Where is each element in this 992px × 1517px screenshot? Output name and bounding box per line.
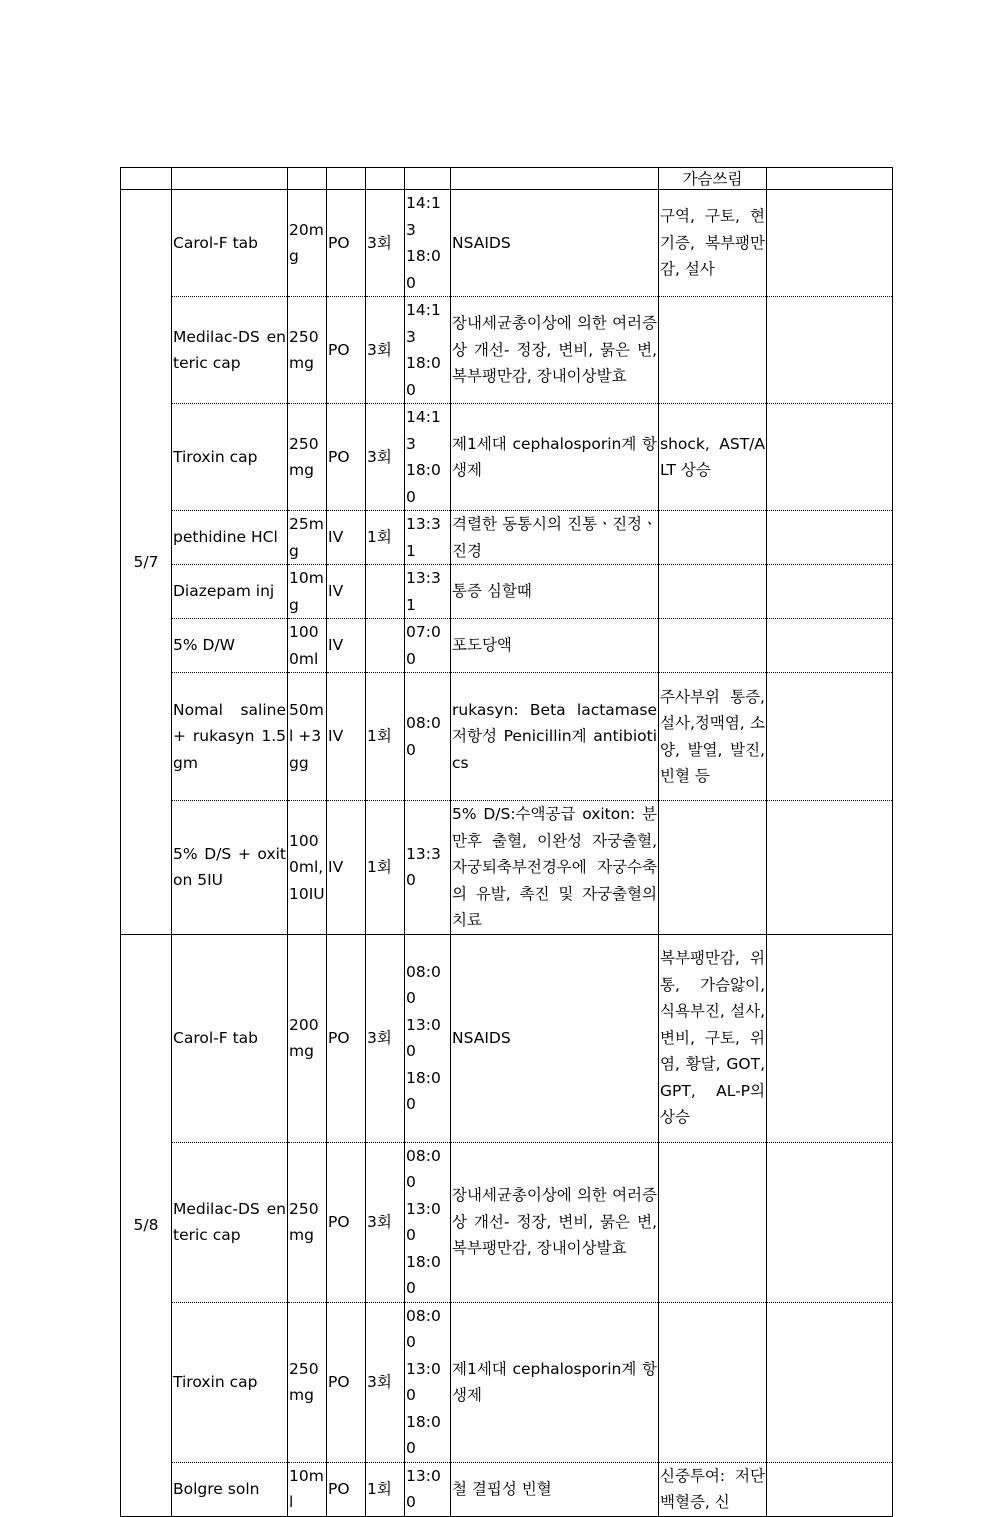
time-cell: 07:00 [405, 619, 451, 673]
table-row [121, 619, 893, 673]
effect-cell: 철 결핍성 빈혈 [451, 1462, 659, 1516]
frequency-cell [366, 619, 405, 673]
route-cell: IV [327, 511, 366, 565]
dose-cell: 20mg [288, 190, 327, 297]
side-effect-cell [659, 619, 767, 673]
dose-cell: 250 mg [288, 404, 327, 511]
dose-cell: 10ml [288, 1462, 327, 1516]
route-cell: IV [327, 565, 366, 619]
time-cell: 08:00 13:00 18:00 [405, 1302, 451, 1462]
route-cell: PO [327, 1302, 366, 1462]
effect-cell: NSAIDS [451, 190, 659, 297]
table-row [121, 801, 893, 935]
time-cell: 13:31 [405, 565, 451, 619]
empty-cell [767, 801, 893, 935]
drug-name-cell: Medilac-DS enteric cap [172, 297, 288, 404]
table-row [121, 934, 893, 1142]
side-effect-cell: 주사부위 통증, 설사,정맥염, 소양, 발열, 발진, 빈혈 등 [659, 673, 767, 801]
header-cell [366, 168, 405, 190]
side-effect-cell [659, 1142, 767, 1302]
empty-cell [767, 673, 893, 801]
date-cell: 5/8 [121, 934, 172, 1516]
header-cell [288, 168, 327, 190]
table-row [121, 1302, 893, 1462]
effect-cell: 통증 심할때 [451, 565, 659, 619]
date-cell: 5/7 [121, 190, 172, 935]
route-cell: PO [327, 404, 366, 511]
dose-cell: 10mg [288, 565, 327, 619]
effect-cell: NSAIDS [451, 934, 659, 1142]
frequency-cell: 1회 [366, 1462, 405, 1516]
frequency-cell: 3회 [366, 404, 405, 511]
side-effect-cell: shock, AST/ALT 상승 [659, 404, 767, 511]
route-cell: IV [327, 619, 366, 673]
medication-table-body [121, 168, 893, 1517]
header-cell [405, 168, 451, 190]
empty-cell [767, 1462, 893, 1516]
side-effect-cell [659, 297, 767, 404]
time-cell: 14:13 18:00 [405, 404, 451, 511]
effect-cell: 제1세대 cephalosporin계 항생제 [451, 1302, 659, 1462]
drug-name-cell: Tiroxin cap [172, 1302, 288, 1462]
empty-cell [767, 190, 893, 297]
frequency-cell: 3회 [366, 934, 405, 1142]
table-row [121, 1142, 893, 1302]
table-row [121, 190, 893, 297]
dose-cell: 1000ml [288, 619, 327, 673]
header-cell [327, 168, 366, 190]
empty-cell [767, 619, 893, 673]
route-cell: PO [327, 190, 366, 297]
empty-cell [767, 511, 893, 565]
frequency-cell: 1회 [366, 511, 405, 565]
drug-name-cell: Tiroxin cap [172, 404, 288, 511]
header-row [121, 168, 893, 190]
effect-cell: 포도당액 [451, 619, 659, 673]
route-cell: IV [327, 801, 366, 935]
side-effect-cell [659, 511, 767, 565]
time-cell: 08:00 13:00 18:00 [405, 1142, 451, 1302]
time-cell: 08:00 [405, 673, 451, 801]
empty-cell [767, 934, 893, 1142]
time-cell: 13:31 [405, 511, 451, 565]
empty-cell [767, 404, 893, 511]
frequency-cell [366, 565, 405, 619]
empty-cell [767, 565, 893, 619]
dose-cell: 1000ml, 10IU [288, 801, 327, 935]
side-effect-cell [659, 1302, 767, 1462]
dose-cell: 200 mg [288, 934, 327, 1142]
header-cell [451, 168, 659, 190]
effect-cell: 격렬한 동통시의 진통ㆍ진정ㆍ진경 [451, 511, 659, 565]
table-row [121, 565, 893, 619]
frequency-cell: 3회 [366, 1302, 405, 1462]
header-cell: 가슴쓰림 [659, 168, 767, 190]
dose-cell: 250 mg [288, 1142, 327, 1302]
table-row [121, 404, 893, 511]
header-cell [767, 168, 893, 190]
drug-name-cell: Diazepam inj [172, 565, 288, 619]
side-effect-cell [659, 565, 767, 619]
effect-cell: 장내세균총이상에 의한 여러증상 개선- 정장, 변비, 묽은 변, 복부팽만감, 장내이상발효 [451, 297, 659, 404]
route-cell: PO [327, 934, 366, 1142]
frequency-cell: 3회 [366, 190, 405, 297]
route-cell: PO [327, 297, 366, 404]
route-cell: PO [327, 1462, 366, 1516]
time-cell: 13:00 [405, 1462, 451, 1516]
route-cell: IV [327, 673, 366, 801]
drug-name-cell: Carol-F tab [172, 190, 288, 297]
frequency-cell: 1회 [366, 673, 405, 801]
header-cell [121, 168, 172, 190]
drug-name-cell: pethidine HCl [172, 511, 288, 565]
table-row [121, 1462, 893, 1516]
time-cell: 14:13 18:00 [405, 297, 451, 404]
time-cell: 13:30 [405, 801, 451, 935]
time-cell: 14:13 18:00 [405, 190, 451, 297]
dose-cell: 250 mg [288, 297, 327, 404]
dose-cell: 25mg [288, 511, 327, 565]
empty-cell [767, 297, 893, 404]
side-effect-cell [659, 801, 767, 935]
dose-cell: 250 mg [288, 1302, 327, 1462]
effect-cell: 5% D/S:수액공급 oxiton: 분만후 출혈, 이완성 자궁출혈, 자궁퇴축부전경우에 자궁수축의 유발, 촉진 및 자궁출혈의 치료 [451, 801, 659, 935]
drug-name-cell: Carol-F tab [172, 934, 288, 1142]
empty-cell [767, 1142, 893, 1302]
side-effect-cell: 구역, 구토, 현기증, 복부팽만감, 설사 [659, 190, 767, 297]
drug-name-cell: Bolgre soln [172, 1462, 288, 1516]
drug-name-cell: Nomal saline + rukasyn 1.5gm [172, 673, 288, 801]
frequency-cell: 3회 [366, 1142, 405, 1302]
drug-name-cell: 5% D/S + oxiton 5IU [172, 801, 288, 935]
table-row [121, 297, 893, 404]
medication-table [120, 167, 893, 1517]
header-cell [172, 168, 288, 190]
effect-cell: 장내세균총이상에 의한 여러증상 개선- 정장, 변비, 묽은 변, 복부팽만감, 장내이상발효 [451, 1142, 659, 1302]
drug-name-cell: Medilac-DS enteric cap [172, 1142, 288, 1302]
drug-name-cell: 5% D/W [172, 619, 288, 673]
time-cell: 08:00 13:00 18:00 [405, 934, 451, 1142]
side-effect-cell: 복부팽만감, 위통, 가슴앓이, 식욕부진, 설사, 변비, 구토, 위염, 황달, GOT, GPT, AL-P의 상승 [659, 934, 767, 1142]
effect-cell: rukasyn: Beta lactamase 저항성 Penicillin계 antibiotics [451, 673, 659, 801]
frequency-cell: 1회 [366, 801, 405, 935]
effect-cell: 제1세대 cephalosporin계 항생제 [451, 404, 659, 511]
table-row [121, 511, 893, 565]
dose-cell: 50ml +3gg [288, 673, 327, 801]
side-effect-cell: 신중투여: 저단백혈증, 신 [659, 1462, 767, 1516]
route-cell: PO [327, 1142, 366, 1302]
empty-cell [767, 1302, 893, 1462]
table-row [121, 673, 893, 801]
frequency-cell: 3회 [366, 297, 405, 404]
